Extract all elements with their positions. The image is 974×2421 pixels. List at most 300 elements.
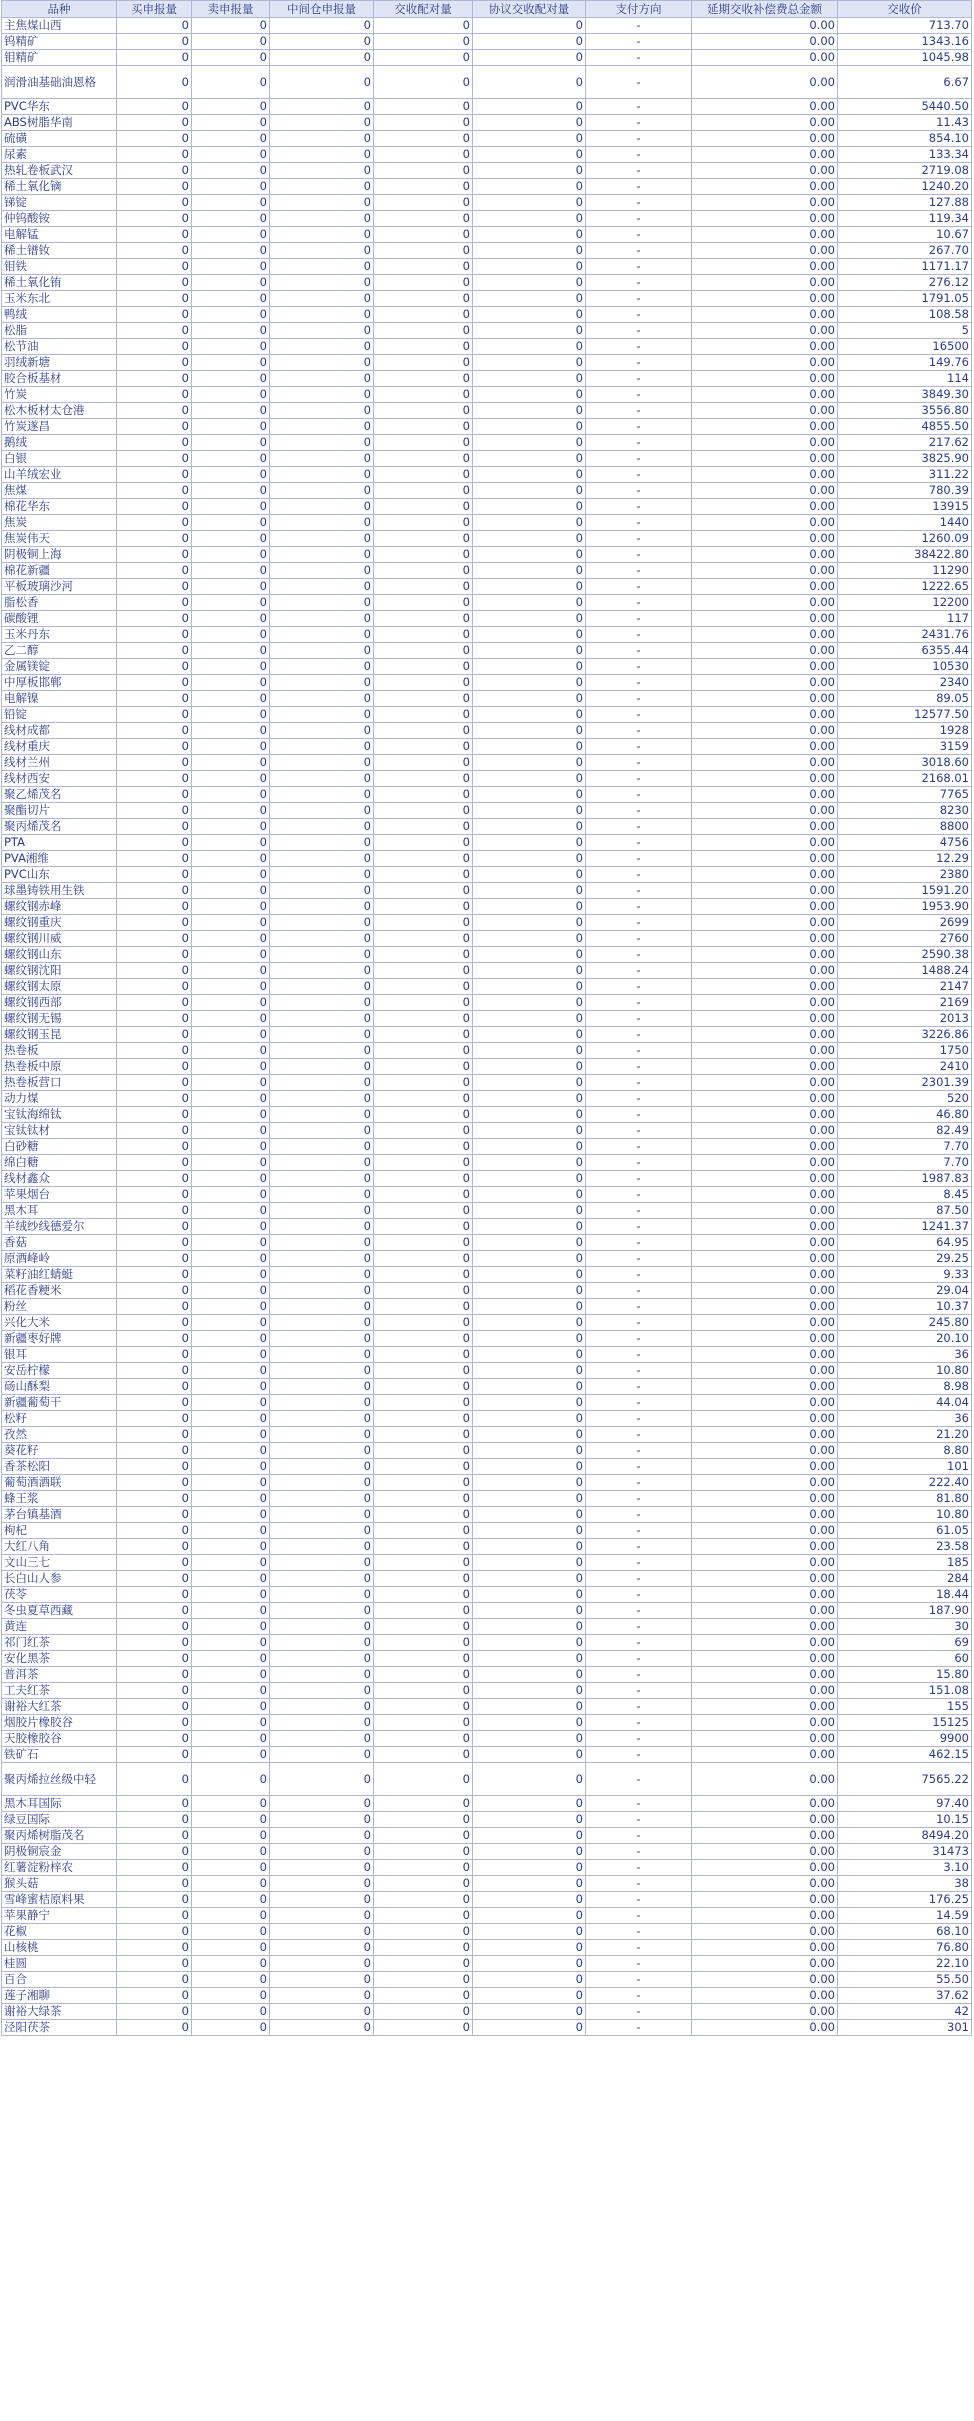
- cell-delivery-price: 81.80: [838, 1491, 972, 1507]
- cell-sell-declare: 0: [192, 1876, 270, 1892]
- cell-warehouse-declare: 0: [270, 147, 374, 163]
- cell-payment-direction: -: [586, 1539, 692, 1555]
- cell-sell-declare: 0: [192, 1059, 270, 1075]
- cell-deferred-compensation: 0.00: [692, 467, 838, 483]
- cell-payment-direction: -: [586, 1507, 692, 1523]
- cell-match-qty: 0: [374, 723, 473, 739]
- cell-match-qty: 0: [374, 34, 473, 50]
- cell-deferred-compensation: 0.00: [692, 963, 838, 979]
- cell-payment-direction: -: [586, 1924, 692, 1940]
- cell-payment-direction: -: [586, 675, 692, 691]
- cell-agreement-match-qty: 0: [473, 835, 586, 851]
- cell-match-qty: 0: [374, 867, 473, 883]
- cell-buy-declare: 0: [117, 291, 192, 307]
- table-row: [2, 2020, 972, 2036]
- cell-delivery-price: 4855.50: [838, 419, 972, 435]
- cell-agreement-match-qty: 0: [473, 1491, 586, 1507]
- cell-buy-declare: 0: [117, 1347, 192, 1363]
- cell-match-qty: 0: [374, 707, 473, 723]
- cell-payment-direction: -: [586, 1651, 692, 1667]
- cell-buy-declare: 0: [117, 1539, 192, 1555]
- cell-delivery-price: 6355.44: [838, 643, 972, 659]
- cell-payment-direction: -: [586, 1107, 692, 1123]
- cell-delivery-price: 87.50: [838, 1203, 972, 1219]
- cell-deferred-compensation: 0.00: [692, 371, 838, 387]
- cell-buy-declare: 0: [117, 1619, 192, 1635]
- cell-sell-declare: 0: [192, 1123, 270, 1139]
- cell-warehouse-declare: 0: [270, 867, 374, 883]
- cell-sell-declare: 0: [192, 451, 270, 467]
- cell-delivery-price: 8.45: [838, 1187, 972, 1203]
- cell-delivery-price: 133.34: [838, 147, 972, 163]
- cell-payment-direction: -: [586, 563, 692, 579]
- cell-deferred-compensation: 0.00: [692, 1860, 838, 1876]
- cell-warehouse-declare: 0: [270, 163, 374, 179]
- table-row: [2, 1747, 972, 1763]
- cell-deferred-compensation: 0.00: [692, 1603, 838, 1619]
- cell-agreement-match-qty: 0: [473, 1251, 586, 1267]
- table-row: [2, 1091, 972, 1107]
- cell-match-qty: 0: [374, 291, 473, 307]
- cell-payment-direction: -: [586, 1315, 692, 1331]
- cell-sell-declare: 0: [192, 611, 270, 627]
- cell-match-qty: 0: [374, 963, 473, 979]
- cell-variety: 螺纹钢无锡: [2, 1011, 117, 1027]
- cell-agreement-match-qty: 0: [473, 1107, 586, 1123]
- cell-match-qty: 0: [374, 643, 473, 659]
- cell-delivery-price: 780.39: [838, 483, 972, 499]
- cell-variety: 白砂糖: [2, 1139, 117, 1155]
- table-row: [2, 1219, 972, 1235]
- cell-warehouse-declare: 0: [270, 1587, 374, 1603]
- table-row: [2, 531, 972, 547]
- cell-variety: 葡萄酒酒联: [2, 1475, 117, 1491]
- cell-variety: 松木板材太仓港: [2, 403, 117, 419]
- cell-warehouse-declare: 0: [270, 947, 374, 963]
- cell-buy-declare: 0: [117, 1667, 192, 1683]
- cell-sell-declare: 0: [192, 1940, 270, 1956]
- cell-match-qty: 0: [374, 419, 473, 435]
- cell-sell-declare: 0: [192, 1107, 270, 1123]
- cell-variety: 绵白糖: [2, 1155, 117, 1171]
- cell-match-qty: 0: [374, 66, 473, 99]
- cell-deferred-compensation: 0.00: [692, 1619, 838, 1635]
- cell-warehouse-declare: 0: [270, 195, 374, 211]
- cell-variety: 枸杞: [2, 1523, 117, 1539]
- cell-payment-direction: -: [586, 627, 692, 643]
- cell-sell-declare: 0: [192, 2020, 270, 2036]
- cell-variety: 螺纹钢西部: [2, 995, 117, 1011]
- cell-deferred-compensation: 0.00: [692, 339, 838, 355]
- cell-warehouse-declare: 0: [270, 387, 374, 403]
- cell-warehouse-declare: 0: [270, 307, 374, 323]
- cell-payment-direction: -: [586, 1267, 692, 1283]
- cell-agreement-match-qty: 0: [473, 147, 586, 163]
- cell-deferred-compensation: 0.00: [692, 243, 838, 259]
- cell-match-qty: 0: [374, 355, 473, 371]
- cell-buy-declare: 0: [117, 1011, 192, 1027]
- cell-buy-declare: 0: [117, 1715, 192, 1731]
- cell-deferred-compensation: 0.00: [692, 563, 838, 579]
- cell-deferred-compensation: 0.00: [692, 66, 838, 99]
- cell-deferred-compensation: 0.00: [692, 1347, 838, 1363]
- cell-sell-declare: 0: [192, 643, 270, 659]
- cell-match-qty: 0: [374, 611, 473, 627]
- cell-delivery-price: 11290: [838, 563, 972, 579]
- cell-deferred-compensation: 0.00: [692, 451, 838, 467]
- table-row: [2, 1924, 972, 1940]
- cell-match-qty: 0: [374, 531, 473, 547]
- cell-agreement-match-qty: 0: [473, 1011, 586, 1027]
- table-row: [2, 1539, 972, 1555]
- cell-warehouse-declare: 0: [270, 611, 374, 627]
- cell-delivery-price: 89.05: [838, 691, 972, 707]
- table-row: [2, 1555, 972, 1571]
- cell-agreement-match-qty: 0: [473, 691, 586, 707]
- table-row: [2, 1123, 972, 1139]
- cell-buy-declare: 0: [117, 1683, 192, 1699]
- cell-payment-direction: -: [586, 1203, 692, 1219]
- cell-buy-declare: 0: [117, 1299, 192, 1315]
- cell-warehouse-declare: 0: [270, 1123, 374, 1139]
- cell-buy-declare: 0: [117, 307, 192, 323]
- cell-deferred-compensation: 0.00: [692, 579, 838, 595]
- cell-warehouse-declare: 0: [270, 99, 374, 115]
- cell-agreement-match-qty: 0: [473, 819, 586, 835]
- cell-agreement-match-qty: 0: [473, 163, 586, 179]
- cell-delivery-price: 37.62: [838, 1988, 972, 2004]
- cell-payment-direction: -: [586, 1155, 692, 1171]
- cell-delivery-price: 2431.76: [838, 627, 972, 643]
- cell-delivery-price: 9.33: [838, 1267, 972, 1283]
- cell-delivery-price: 462.15: [838, 1747, 972, 1763]
- cell-delivery-price: 22.10: [838, 1956, 972, 1972]
- cell-payment-direction: -: [586, 1635, 692, 1651]
- cell-deferred-compensation: 0.00: [692, 707, 838, 723]
- cell-agreement-match-qty: 0: [473, 99, 586, 115]
- cell-warehouse-declare: 0: [270, 819, 374, 835]
- cell-delivery-price: 2147: [838, 979, 972, 995]
- cell-buy-declare: 0: [117, 1924, 192, 1940]
- cell-agreement-match-qty: 0: [473, 66, 586, 99]
- cell-agreement-match-qty: 0: [473, 1043, 586, 1059]
- cell-agreement-match-qty: 0: [473, 915, 586, 931]
- cell-payment-direction: -: [586, 1475, 692, 1491]
- cell-payment-direction: -: [586, 1715, 692, 1731]
- cell-warehouse-declare: 0: [270, 1363, 374, 1379]
- cell-sell-declare: 0: [192, 18, 270, 34]
- table-row: [2, 611, 972, 627]
- table-row: [2, 403, 972, 419]
- cell-buy-declare: 0: [117, 2020, 192, 2036]
- cell-delivery-price: 10.80: [838, 1507, 972, 1523]
- table-row: [2, 1267, 972, 1283]
- cell-buy-declare: 0: [117, 771, 192, 787]
- cell-payment-direction: -: [586, 931, 692, 947]
- cell-sell-declare: 0: [192, 1235, 270, 1251]
- header-delivery-price: 交收价: [838, 1, 972, 18]
- cell-sell-declare: 0: [192, 323, 270, 339]
- cell-payment-direction: -: [586, 66, 692, 99]
- cell-payment-direction: -: [586, 915, 692, 931]
- cell-deferred-compensation: 0.00: [692, 1027, 838, 1043]
- cell-warehouse-declare: 0: [270, 1635, 374, 1651]
- cell-agreement-match-qty: 0: [473, 115, 586, 131]
- cell-buy-declare: 0: [117, 723, 192, 739]
- cell-match-qty: 0: [374, 1363, 473, 1379]
- cell-warehouse-declare: 0: [270, 899, 374, 915]
- cell-buy-declare: 0: [117, 995, 192, 1011]
- cell-warehouse-declare: 0: [270, 803, 374, 819]
- cell-match-qty: 0: [374, 1619, 473, 1635]
- cell-sell-declare: 0: [192, 131, 270, 147]
- cell-match-qty: 0: [374, 307, 473, 323]
- cell-buy-declare: 0: [117, 1892, 192, 1908]
- cell-agreement-match-qty: 0: [473, 1860, 586, 1876]
- cell-sell-declare: 0: [192, 1796, 270, 1812]
- cell-deferred-compensation: 0.00: [692, 1459, 838, 1475]
- cell-delivery-price: 12.29: [838, 851, 972, 867]
- cell-sell-declare: 0: [192, 1747, 270, 1763]
- cell-warehouse-declare: 0: [270, 1876, 374, 1892]
- cell-sell-declare: 0: [192, 1155, 270, 1171]
- cell-deferred-compensation: 0.00: [692, 1972, 838, 1988]
- cell-sell-declare: 0: [192, 755, 270, 771]
- cell-variety: 聚丙烯茂名: [2, 819, 117, 835]
- cell-deferred-compensation: 0.00: [692, 18, 838, 34]
- cell-sell-declare: 0: [192, 1267, 270, 1283]
- cell-buy-declare: 0: [117, 1123, 192, 1139]
- cell-deferred-compensation: 0.00: [692, 147, 838, 163]
- cell-agreement-match-qty: 0: [473, 1555, 586, 1571]
- cell-payment-direction: -: [586, 211, 692, 227]
- cell-match-qty: 0: [374, 1956, 473, 1972]
- cell-buy-declare: 0: [117, 1475, 192, 1491]
- cell-variety: 胶合板基材: [2, 371, 117, 387]
- cell-payment-direction: -: [586, 1251, 692, 1267]
- cell-deferred-compensation: 0.00: [692, 1011, 838, 1027]
- cell-variety: 锑锭: [2, 195, 117, 211]
- cell-buy-declare: 0: [117, 1635, 192, 1651]
- cell-delivery-price: 117: [838, 611, 972, 627]
- cell-deferred-compensation: 0.00: [692, 1892, 838, 1908]
- cell-match-qty: 0: [374, 163, 473, 179]
- cell-sell-declare: 0: [192, 339, 270, 355]
- cell-match-qty: 0: [374, 371, 473, 387]
- cell-variety: 大红八角: [2, 1539, 117, 1555]
- cell-delivery-price: 2168.01: [838, 771, 972, 787]
- cell-deferred-compensation: 0.00: [692, 1924, 838, 1940]
- cell-variety: 焦炭伟天: [2, 531, 117, 547]
- cell-agreement-match-qty: 0: [473, 771, 586, 787]
- cell-agreement-match-qty: 0: [473, 1956, 586, 1972]
- header-warehouse-declare: 中间仓申报量: [270, 1, 374, 18]
- cell-warehouse-declare: 0: [270, 851, 374, 867]
- cell-deferred-compensation: 0.00: [692, 2020, 838, 2036]
- cell-buy-declare: 0: [117, 579, 192, 595]
- cell-buy-declare: 0: [117, 323, 192, 339]
- cell-deferred-compensation: 0.00: [692, 1940, 838, 1956]
- cell-payment-direction: -: [586, 323, 692, 339]
- cell-warehouse-declare: 0: [270, 1411, 374, 1427]
- cell-match-qty: 0: [374, 563, 473, 579]
- cell-sell-declare: 0: [192, 1812, 270, 1828]
- cell-variety: 黑木耳: [2, 1203, 117, 1219]
- cell-warehouse-declare: 0: [270, 499, 374, 515]
- cell-buy-declare: 0: [117, 259, 192, 275]
- cell-match-qty: 0: [374, 227, 473, 243]
- cell-agreement-match-qty: 0: [473, 1876, 586, 1892]
- cell-match-qty: 0: [374, 1988, 473, 2004]
- cell-buy-declare: 0: [117, 1171, 192, 1187]
- cell-buy-declare: 0: [117, 1940, 192, 1956]
- table-row: [2, 851, 972, 867]
- cell-buy-declare: 0: [117, 243, 192, 259]
- cell-delivery-price: 10530: [838, 659, 972, 675]
- cell-warehouse-declare: 0: [270, 931, 374, 947]
- cell-warehouse-declare: 0: [270, 1988, 374, 2004]
- cell-buy-declare: 0: [117, 275, 192, 291]
- cell-agreement-match-qty: 0: [473, 1139, 586, 1155]
- cell-match-qty: 0: [374, 115, 473, 131]
- cell-warehouse-declare: 0: [270, 1075, 374, 1091]
- cell-buy-declare: 0: [117, 1411, 192, 1427]
- cell-delivery-price: 31473: [838, 1844, 972, 1860]
- cell-variety: 螺纹钢重庆: [2, 915, 117, 931]
- cell-sell-declare: 0: [192, 179, 270, 195]
- cell-match-qty: 0: [374, 1171, 473, 1187]
- cell-variety: 硫磺: [2, 131, 117, 147]
- cell-buy-declare: 0: [117, 1555, 192, 1571]
- table-row: [2, 2004, 972, 2020]
- cell-delivery-price: 8494.20: [838, 1828, 972, 1844]
- cell-payment-direction: -: [586, 899, 692, 915]
- cell-delivery-price: 2380: [838, 867, 972, 883]
- table-row: [2, 259, 972, 275]
- table-row: [2, 34, 972, 50]
- table-row: [2, 1283, 972, 1299]
- cell-delivery-price: 3849.30: [838, 387, 972, 403]
- cell-sell-declare: 0: [192, 1283, 270, 1299]
- cell-agreement-match-qty: 0: [473, 499, 586, 515]
- cell-deferred-compensation: 0.00: [692, 1731, 838, 1747]
- cell-payment-direction: -: [586, 291, 692, 307]
- cell-variety: 莲子湘聊: [2, 1988, 117, 2004]
- cell-variety: 螺纹钢川威: [2, 931, 117, 947]
- cell-warehouse-declare: 0: [270, 627, 374, 643]
- cell-agreement-match-qty: 0: [473, 307, 586, 323]
- cell-match-qty: 0: [374, 1235, 473, 1251]
- table-row: [2, 947, 972, 963]
- cell-sell-declare: 0: [192, 243, 270, 259]
- cell-deferred-compensation: 0.00: [692, 627, 838, 643]
- cell-warehouse-declare: 0: [270, 1924, 374, 1940]
- cell-sell-declare: 0: [192, 1972, 270, 1988]
- cell-agreement-match-qty: 0: [473, 1075, 586, 1091]
- cell-payment-direction: -: [586, 1363, 692, 1379]
- cell-agreement-match-qty: 0: [473, 1539, 586, 1555]
- cell-buy-declare: 0: [117, 595, 192, 611]
- cell-deferred-compensation: 0.00: [692, 211, 838, 227]
- cell-buy-declare: 0: [117, 1379, 192, 1395]
- cell-buy-declare: 0: [117, 99, 192, 115]
- cell-payment-direction: -: [586, 1491, 692, 1507]
- cell-warehouse-declare: 0: [270, 595, 374, 611]
- cell-match-qty: 0: [374, 659, 473, 675]
- cell-delivery-price: 12577.50: [838, 707, 972, 723]
- cell-delivery-price: 713.70: [838, 18, 972, 34]
- cell-warehouse-declare: 0: [270, 419, 374, 435]
- cell-delivery-price: 114: [838, 371, 972, 387]
- cell-buy-declare: 0: [117, 18, 192, 34]
- table-row: [2, 115, 972, 131]
- table-row: [2, 675, 972, 691]
- table-row: [2, 1395, 972, 1411]
- cell-deferred-compensation: 0.00: [692, 419, 838, 435]
- cell-delivery-price: 2169: [838, 995, 972, 1011]
- cell-deferred-compensation: 0.00: [692, 931, 838, 947]
- cell-agreement-match-qty: 0: [473, 659, 586, 675]
- cell-match-qty: 0: [374, 1139, 473, 1155]
- cell-variety: ABS树脂华南: [2, 115, 117, 131]
- cell-buy-declare: 0: [117, 1315, 192, 1331]
- cell-agreement-match-qty: 0: [473, 1715, 586, 1731]
- cell-delivery-price: 311.22: [838, 467, 972, 483]
- table-row: [2, 179, 972, 195]
- cell-sell-declare: 0: [192, 931, 270, 947]
- cell-warehouse-declare: 0: [270, 1315, 374, 1331]
- cell-buy-declare: 0: [117, 1363, 192, 1379]
- cell-sell-declare: 0: [192, 259, 270, 275]
- cell-variety: 竹炭: [2, 387, 117, 403]
- cell-match-qty: 0: [374, 1635, 473, 1651]
- cell-delivery-price: 60: [838, 1651, 972, 1667]
- table-row: [2, 723, 972, 739]
- cell-match-qty: 0: [374, 899, 473, 915]
- cell-buy-declare: 0: [117, 163, 192, 179]
- cell-payment-direction: -: [586, 371, 692, 387]
- cell-warehouse-declare: 0: [270, 243, 374, 259]
- cell-delivery-price: 76.80: [838, 1940, 972, 1956]
- cell-sell-declare: 0: [192, 627, 270, 643]
- cell-delivery-price: 2590.38: [838, 947, 972, 963]
- cell-delivery-price: 29.25: [838, 1251, 972, 1267]
- cell-sell-declare: 0: [192, 1988, 270, 2004]
- cell-payment-direction: -: [586, 131, 692, 147]
- cell-delivery-price: 7565.22: [838, 1763, 972, 1796]
- cell-delivery-price: 18.44: [838, 1587, 972, 1603]
- cell-buy-declare: 0: [117, 147, 192, 163]
- cell-deferred-compensation: 0.00: [692, 1667, 838, 1683]
- cell-buy-declare: 0: [117, 1043, 192, 1059]
- header-deferred-compensation: 延期交收补偿费总金额: [692, 1, 838, 18]
- cell-warehouse-declare: 0: [270, 1091, 374, 1107]
- cell-delivery-price: 55.50: [838, 1972, 972, 1988]
- cell-variety: PVA湘维: [2, 851, 117, 867]
- cell-payment-direction: -: [586, 883, 692, 899]
- cell-match-qty: 0: [374, 435, 473, 451]
- cell-agreement-match-qty: 0: [473, 1283, 586, 1299]
- cell-sell-declare: 0: [192, 66, 270, 99]
- cell-deferred-compensation: 0.00: [692, 1235, 838, 1251]
- cell-deferred-compensation: 0.00: [692, 50, 838, 66]
- table-row: [2, 275, 972, 291]
- table-row: [2, 803, 972, 819]
- cell-variety: 百合: [2, 1972, 117, 1988]
- cell-payment-direction: -: [586, 275, 692, 291]
- cell-agreement-match-qty: 0: [473, 355, 586, 371]
- cell-delivery-price: 176.25: [838, 1892, 972, 1908]
